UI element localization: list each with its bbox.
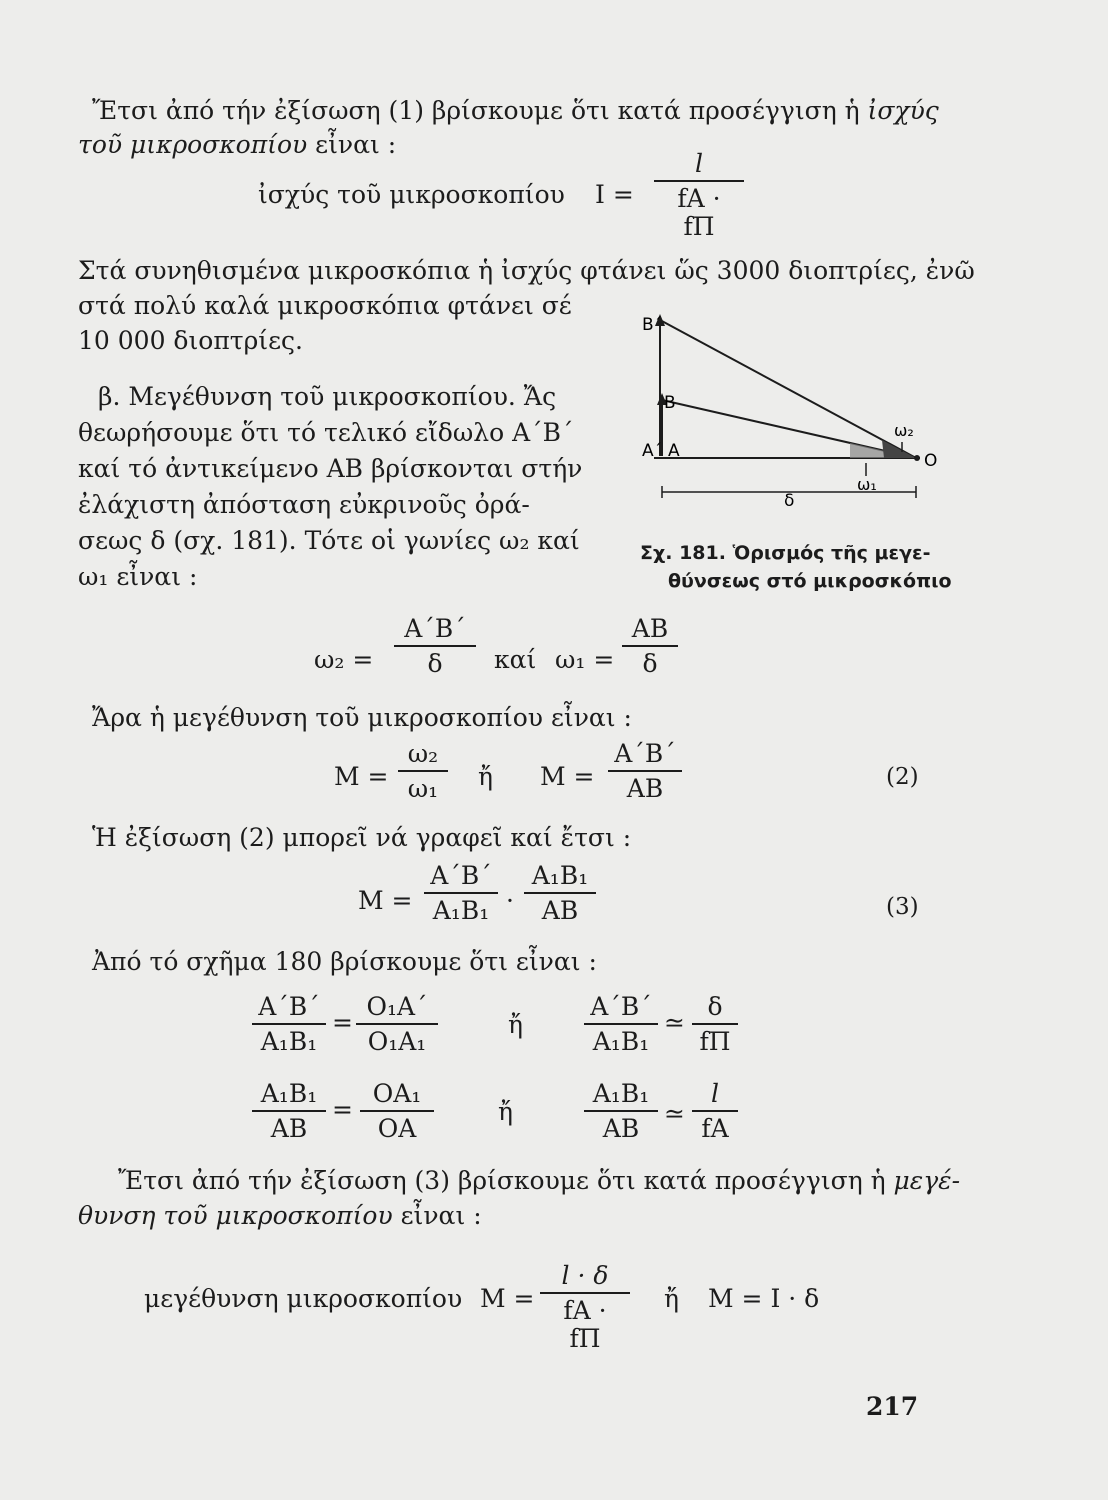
ray-b-prime (660, 320, 916, 458)
ratio2-den4: fA (701, 1114, 729, 1143)
ratio1-den3: Α₁Β₁ (592, 1027, 650, 1056)
ratio2-frac1 (252, 1080, 326, 1143)
ratio1-frac3 (584, 993, 658, 1056)
eq3-den1: Α₁Β₁ (432, 896, 490, 925)
ratio1-approx: ≃ (664, 1008, 685, 1037)
eq2-number: (2) (886, 764, 919, 790)
conclusion-line2-rest: εἶναι : (400, 1201, 482, 1230)
label-delta: δ (784, 491, 795, 511)
eq-final-numerator: l · δ (540, 1262, 630, 1294)
label-omega1: ω₁ (857, 475, 877, 494)
ara-line: Ἄρα ἡ μεγέθυνση τοῦ μικροσκοπίου εἶναι : (92, 703, 632, 732)
section-b-line: σεως δ (σχ. 181). Τότε οἱ γωνίες ω₂ καί (78, 526, 580, 555)
ratio2-frac4 (692, 1080, 738, 1143)
eq3-lhs: Μ = (358, 886, 413, 915)
eq-power-label: ἰσχύς τοῦ μικροσκοπίου (258, 180, 565, 209)
eq3-num1: Α΄Β΄ (424, 862, 498, 894)
eq-angles-frac2 (622, 615, 678, 678)
eq3-num2: Α₁Β₁ (524, 862, 596, 894)
eq-final-rhs: Μ = I · δ (708, 1284, 820, 1313)
eq-angles-lhs2: ω₁ = (555, 645, 615, 674)
eq-angles-lhs1: ω₂ = (314, 645, 374, 674)
section-b-line: καί τό ἀντικείμενο ΑΒ βρίσκονται στήν (78, 454, 583, 483)
eq-final-denominator: fA · fΠ (563, 1296, 607, 1353)
eq3-number: (3) (886, 894, 919, 920)
eq2-lhs1: Μ = (334, 762, 389, 791)
eq2-den2: ΑΒ (626, 774, 664, 803)
eq2-frac2 (608, 740, 682, 803)
eq-angles-den1: δ (427, 649, 443, 678)
conclusion-line-1 (118, 1166, 960, 1196)
eq-power-denominator: fA · fΠ (677, 184, 721, 241)
label-b-prime: Β΄ (642, 315, 663, 335)
section-b-line: θεωρήσουμε ὅτι τό τελικό εἴδωλο Α΄Β΄ (78, 418, 574, 447)
conclusion-line1-italic: μεγέ- (893, 1166, 961, 1195)
intro-line1-prefix: Ἔτσι ἀπό τήν ἐξίσωση (1) βρίσκουμε ὅτι κατά προσέγγιση ἡ (92, 96, 860, 125)
intro-line2-rest: εἶναι : (315, 130, 397, 159)
eq2-num1: ω₂ (398, 740, 448, 772)
eq-angles-num2: ΑΒ (622, 615, 678, 647)
conclusion-line-2 (78, 1201, 482, 1231)
ratio1-or: ἤ (508, 1010, 523, 1039)
ratio1-num4: δ (692, 993, 738, 1025)
ratio1-den4: fΠ (699, 1027, 731, 1056)
ratio1-num2: Ο₁Α΄ (356, 993, 438, 1025)
eq2-text: Ἡ ἐξίσωση (2) μπορεῖ νά γραφεῖ καί ἔτσι : (92, 823, 632, 852)
ratio2-frac3 (584, 1080, 658, 1143)
para-diopters-line3: 10 000 διοπτρίες. (78, 326, 303, 355)
eq-angles-den2: δ (642, 649, 658, 678)
conclusion-line2-italic: θυνση τοῦ μικροσκοπίου (78, 1201, 393, 1230)
ratio1-frac2 (356, 993, 438, 1056)
label-a-prime: Α΄ (642, 441, 663, 461)
eq-final-fraction (540, 1262, 630, 1353)
label-a: Α (668, 441, 680, 461)
eq-angles-num1: Α΄Β΄ (394, 615, 476, 647)
ratio2-approx: ≃ (664, 1099, 685, 1128)
eq2-frac1 (398, 740, 448, 803)
intro-line2-italic: τοῦ μικροσκοπίου (78, 130, 308, 159)
ratio2-num2: ΟΑ₁ (360, 1080, 434, 1112)
eq2-den1: ω₁ (407, 774, 439, 803)
fig180-text: Ἀπό τό σχῆμα 180 βρίσκουμε ὅτι εἶναι : (92, 947, 597, 976)
label-o: Ο (924, 451, 938, 471)
intro-line-1 (92, 96, 939, 126)
ratio1-frac4 (692, 993, 738, 1056)
eq-power-numerator: l (654, 150, 744, 182)
section-b-line: β. Μεγέθυνση τοῦ μικροσκοπίου. Ἄς (98, 382, 557, 411)
ratio2-num4: l (692, 1080, 738, 1112)
intro-line-2 (78, 130, 396, 160)
eq-angles-frac1 (394, 615, 476, 678)
ratio1-den2: Ο₁Α₁ (367, 1027, 427, 1056)
ratio1-den1: Α₁Β₁ (260, 1027, 318, 1056)
ratio2-den3: ΑΒ (602, 1114, 640, 1143)
ratio1-num3: Α΄Β΄ (584, 993, 658, 1025)
intro-line1-italic: ἰσχύς (867, 96, 939, 125)
figure-caption-line2: θύνσεως στό μικροσκόπιο (668, 570, 952, 592)
ratio1-num1: Α΄Β΄ (252, 993, 326, 1025)
para-diopters-line1: Στά συνηθισμένα μικροσκόπια ἡ ἰσχύς φτάνει ὥς 3000 διοπτρίες, ἐνῶ (78, 256, 975, 285)
eq-final-lhs: Μ = (480, 1284, 535, 1313)
eq-power-fraction (654, 150, 744, 241)
page-number: 217 (866, 1392, 919, 1421)
eq-power-lhs: I = (595, 180, 634, 209)
para-diopters-line2: στά πολύ καλά μικροσκόπια φτάνει σέ (78, 291, 572, 320)
eq2-or: ἤ (478, 762, 493, 791)
ratio2-frac2 (360, 1080, 434, 1143)
conclusion-line1-prefix: Ἔτσι ἀπό τήν ἐξίσωση (3) βρίσκουμε ὅτι κατά προσέγγιση ἡ (118, 1166, 886, 1195)
label-omega2: ω₂ (894, 421, 914, 440)
ratio2-num1: Α₁Β₁ (252, 1080, 326, 1112)
eq-angles-kai: καί (494, 645, 537, 674)
eq3-frac1 (424, 862, 498, 925)
eq3-dot: · (506, 886, 514, 915)
ratio2-num3: Α₁Β₁ (584, 1080, 658, 1112)
figure-caption-line1: Σχ. 181. Ὁρισμός τῆς μεγε- (640, 542, 931, 564)
section-b-line: ω₁ εἶναι : (78, 562, 198, 591)
point-o (914, 455, 920, 461)
eq3-frac2 (524, 862, 596, 925)
figure-181 (630, 308, 950, 538)
ratio2-or: ἤ (498, 1097, 513, 1126)
ratio1-frac1 (252, 993, 326, 1056)
ratio2-eq: = (332, 1095, 353, 1124)
ratio2-den2: ΟΑ (377, 1114, 417, 1143)
eq2-lhs2: Μ = (540, 762, 595, 791)
ray-b (662, 400, 916, 458)
eq2-num2: Α΄Β΄ (608, 740, 682, 772)
section-b-line: ἐλάχιστη ἀπόσταση εὐκρινοῦς ὀρά- (78, 490, 530, 519)
eq-final-label: μεγέθυνση μικροσκοπίου (144, 1284, 463, 1313)
eq-final-or: ἤ (664, 1284, 679, 1313)
eq3-den2: ΑΒ (541, 896, 579, 925)
label-b: Β (664, 393, 676, 413)
ratio2-den1: ΑΒ (270, 1114, 308, 1143)
ratio1-eq: = (332, 1008, 353, 1037)
